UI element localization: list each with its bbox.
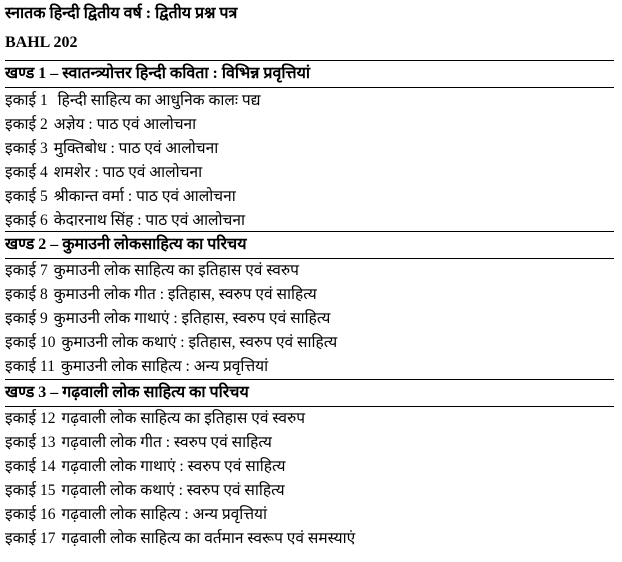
unit-label: इकाई 17: [5, 530, 56, 547]
unit-title: हिन्दी साहित्य का आधुनिक कालः पद्य: [53, 92, 261, 109]
unit-title: गढ़वाली लोक साहित्य : अन्य प्रवृत्तियां: [61, 506, 268, 523]
unit-title: गढ़वाली लोक कथाएं : स्वरुप एवं साहित्य: [61, 482, 285, 499]
unit-row: [5, 455, 355, 479]
unit-list-section-3: [5, 407, 355, 551]
unit-title: गढ़वाली लोक साहित्य का वर्तमान स्वरूप एवं समस्याएं: [61, 530, 356, 547]
unit-title: कुमाउनी लोक साहित्य : अन्य प्रवृत्तियां: [60, 358, 269, 375]
unit-label: इकाई 12: [5, 410, 56, 427]
unit-label: इकाई 16: [5, 506, 56, 523]
unit-label: इकाई 9: [5, 310, 48, 327]
unit-row: [5, 259, 337, 283]
unit-label: इकाई 8: [5, 286, 48, 303]
unit-row: [5, 89, 260, 113]
unit-title: केदारनाथ सिंह : पाठ एवं आलोचना: [53, 212, 246, 229]
unit-row: [5, 209, 260, 233]
unit-label: इकाई 7: [5, 262, 48, 279]
unit-row: [5, 161, 260, 185]
unit-label: इकाई 5: [5, 188, 48, 205]
unit-title: मुक्तिबोध : पाठ एवं आलोचना: [53, 140, 219, 157]
unit-row: [5, 283, 337, 307]
unit-row: [5, 503, 355, 527]
unit-row: [5, 185, 260, 209]
unit-title: गढ़वाली लोक साहित्य का इतिहास एवं स्वरुप: [61, 410, 306, 427]
unit-label: इकाई 10: [5, 334, 56, 351]
unit-title: कुमाउनी लोक गीत : इतिहास, स्वरुप एवं साहित्य: [53, 286, 317, 303]
section-heading-2: खण्ड 2 – कुमाउनी लोकसाहित्य का परिचय: [5, 236, 247, 253]
unit-row: [5, 331, 337, 355]
unit-row: [5, 355, 337, 379]
unit-label: इकाई 6: [5, 212, 48, 229]
unit-row: [5, 307, 337, 331]
unit-label: इकाई 3: [5, 140, 48, 157]
unit-row: [5, 113, 260, 137]
unit-title: कुमाउनी लोक साहित्य का इतिहास एवं स्वरुप: [53, 262, 299, 279]
section-heading-1: खण्ड 1 – स्वातन्त्र्योत्तर हिन्दी कविता : विभिन्न प्रवृत्तियां: [5, 65, 311, 82]
unit-label: इकाई 2: [5, 116, 48, 133]
unit-title: शमशेर : पाठ एवं आलोचना: [53, 164, 203, 181]
unit-title: श्रीकान्त वर्मा : पाठ एवं आलोचना: [53, 188, 236, 205]
unit-row: [5, 431, 355, 455]
course-code: BAHL 202: [5, 34, 78, 51]
unit-title: कुमाउनी लोक कथाएं : इतिहास, स्वरुप एवं साहित्य: [61, 334, 338, 351]
document-title: स्नातक हिन्दी द्वितीय वर्ष : द्वितीय प्रश्न पत्र: [5, 5, 238, 22]
section-heading-3: खण्ड 3 – गढ़वाली लोक साहित्य का परिचय: [5, 384, 249, 401]
unit-list-section-2: [5, 259, 337, 379]
unit-label: इकाई 15: [5, 482, 56, 499]
unit-label: इकाई 13: [5, 434, 56, 451]
unit-title: अज्ञेय : पाठ एवं आलोचना: [53, 116, 197, 133]
unit-label: इकाई 14: [5, 458, 56, 475]
unit-label: इकाई 11: [5, 358, 55, 375]
unit-list-section-1: [5, 89, 260, 233]
unit-row: [5, 407, 355, 431]
unit-row: [5, 479, 355, 503]
unit-label: इकाई 1: [5, 92, 48, 109]
unit-row: [5, 137, 260, 161]
unit-row: [5, 527, 355, 551]
unit-title: गढ़वाली लोक गीत : स्वरुप एवं साहित्य: [61, 434, 272, 451]
unit-label: इकाई 4: [5, 164, 48, 181]
unit-title: गढ़वाली लोक गाथाएं : स्वरुप एवं साहित्य: [61, 458, 286, 475]
divider: [5, 87, 614, 88]
unit-title: कुमाउनी लोक गाथाएं : इतिहास, स्वरुप एवं साहित्य: [53, 310, 331, 327]
